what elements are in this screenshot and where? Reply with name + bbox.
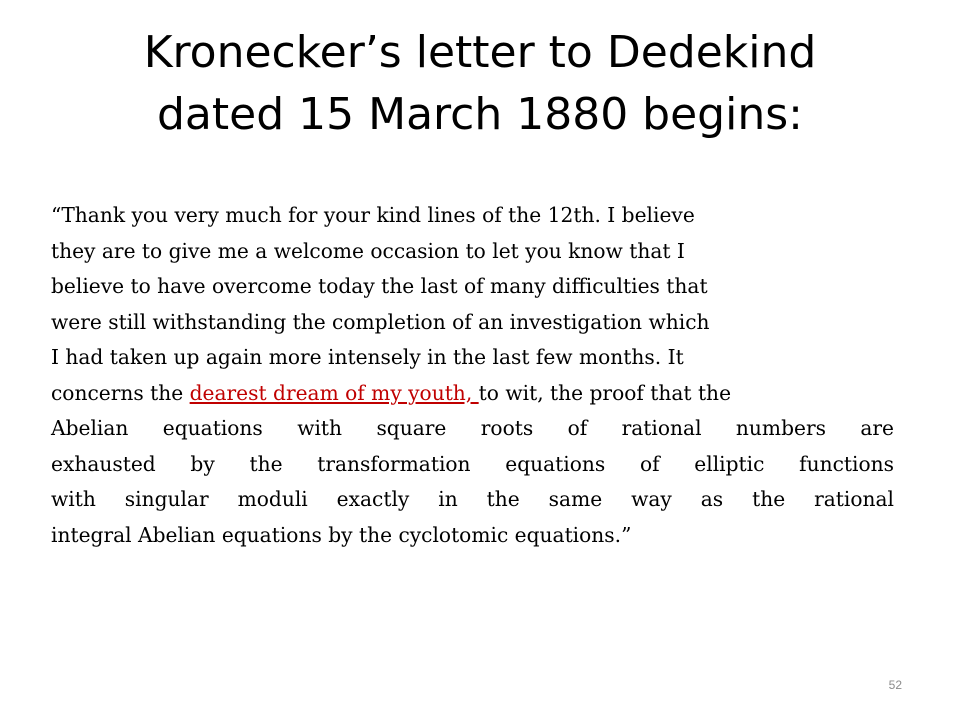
quote-line-7: Abelian equations with square roots of rational numbers are xyxy=(51,416,894,440)
quote-line-6-after: to wit, the proof that the xyxy=(478,380,732,405)
quote-line-4: were still withstanding the completion of an investigation which xyxy=(51,309,710,334)
quote-line-1: “Thank you very much for your kind lines of the 12th. I believe xyxy=(51,203,695,227)
quote-line-8: exhausted by the transformation equations of elliptic functions xyxy=(51,451,894,476)
highlighted-phrase: dearest dream of my youth, xyxy=(189,380,479,405)
quote-line-9: with singular moduli exactly in the same way as the rational xyxy=(51,487,894,511)
slide-title-line-2: dated 15 March 1880 begins: xyxy=(157,89,803,140)
quote-line-6-before: concerns the xyxy=(51,380,190,405)
quote-line-3: believe to have overcome today the last of many difficulties that xyxy=(51,274,708,298)
slide-number: 52 xyxy=(888,678,902,692)
slide-title-line-1: Kronecker’s letter to Dedekind xyxy=(143,27,817,78)
letter-quote xyxy=(51,198,894,553)
slide-title xyxy=(40,22,920,146)
quote-line-10: integral Abelian equations by the cyclotomic equations.” xyxy=(51,522,632,547)
quote-line-6 xyxy=(51,376,894,412)
quote-line-2: they are to give me a welcome occasion to let you know that I xyxy=(51,238,685,263)
quote-line-5: I had taken up again more intensely in the last few months. It xyxy=(51,345,684,369)
